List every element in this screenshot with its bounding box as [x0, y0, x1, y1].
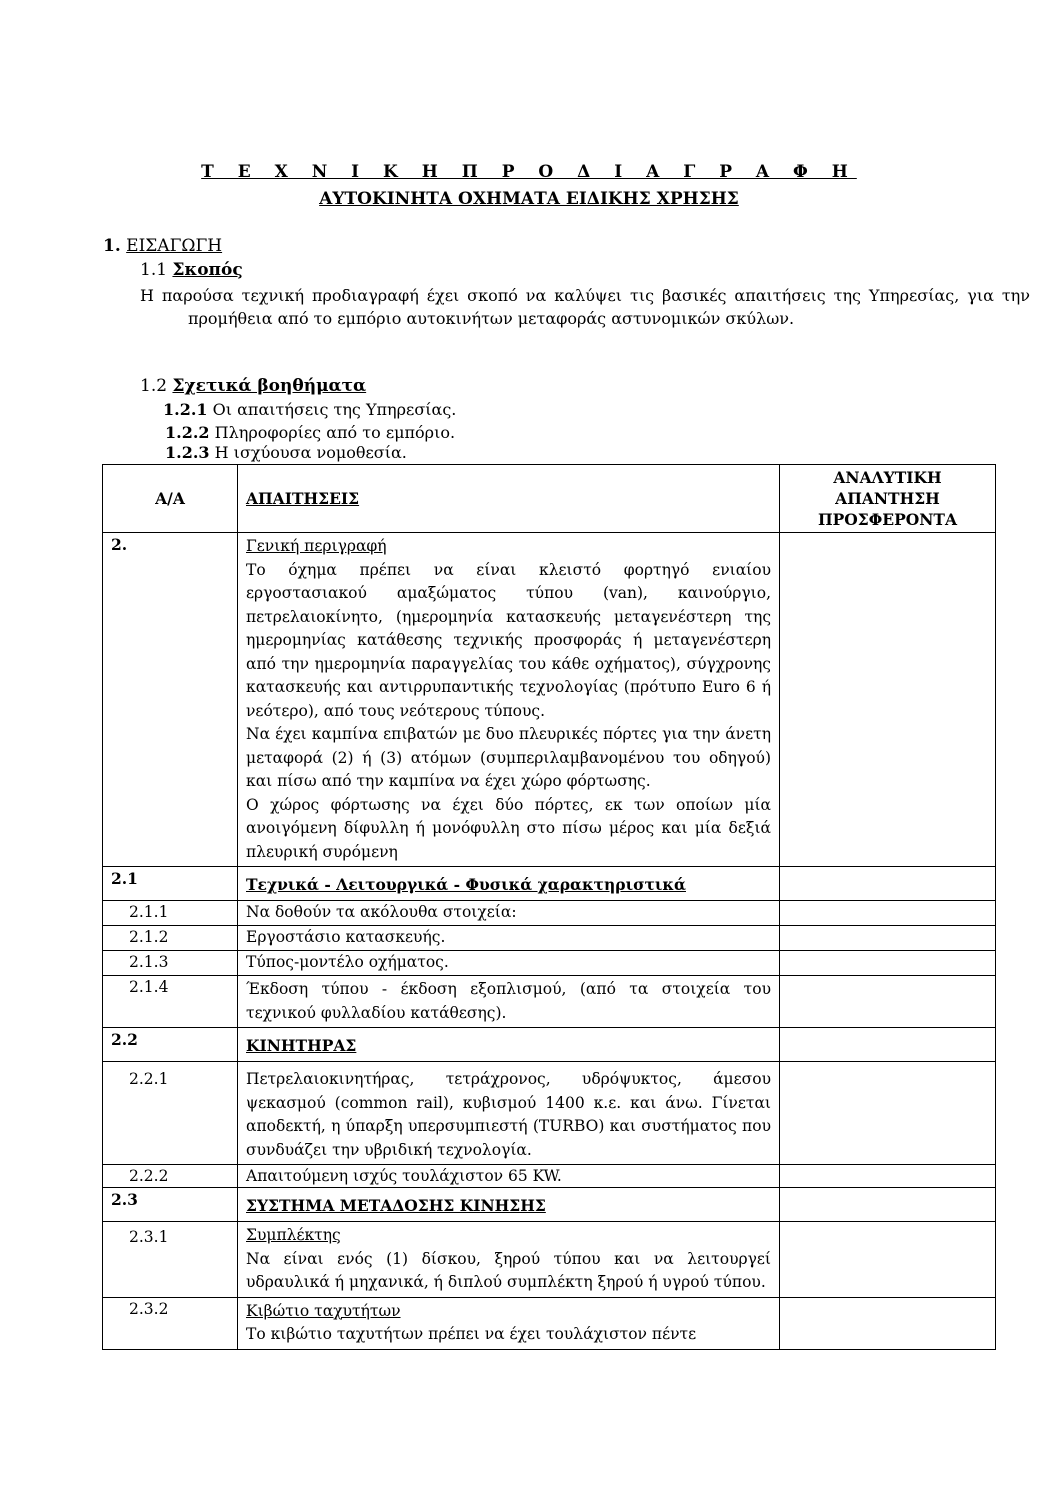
section-1-1-title: Σκοπός	[172, 260, 243, 280]
section-1-2-heading	[140, 376, 366, 396]
reference-text: Οι απαιτήσεις της Υπηρεσίας.	[212, 400, 457, 419]
row-content	[238, 1297, 780, 1349]
row-number: 2.1.2	[103, 926, 238, 951]
answer-cell[interactable]	[780, 901, 996, 926]
reference-text: Πληροφορίες από το εμπόριο.	[214, 423, 456, 442]
table-row	[103, 1165, 996, 1188]
row-section-title: ΣΥΣΤΗΜΑ ΜΕΤΑΔΟΣΗΣ ΚΙΝΗΣΗΣ	[238, 1188, 780, 1222]
section-1-1-heading	[140, 260, 243, 280]
header-answer-line1: ΑΝΑΛΥΤΙΚΗ	[833, 468, 942, 487]
row-number: 2.1.4	[103, 976, 238, 1028]
row-number: 2.2.2	[103, 1165, 238, 1188]
table-row	[103, 533, 996, 867]
clutch-text: Να είναι ενός (1) δίσκου, ξηρού τύπου και να λειτουργεί υδραυλικά ή μηχανικά, ή διπλού συμπλέκτη ξηρού ή υγρού τύπου.	[246, 1249, 771, 1291]
row-content: Να δοθούν τα ακόλουθα στοιχεία:	[238, 901, 780, 926]
general-description-paragraph: Το όχημα πρέπει να είναι κλειστό φορτηγό ενιαίου εργοστασιακού αμαξώματος τύπου (van), καινούργιο, πετρελαιοκίνητο, (ημερομηνία κατασκευής μεταγενέστερη της ημερομηνίας κατάθεσης τεχνικής προσφοράς ή μεταγενέστερη από την ημερομηνία παραγγελίας του κάθε οχήματος), σύγχρονης κατασκευής και αντιρρυπαντικής τεχνολογίας (πρότυπο Euro 6 ή νεότερο), από τους νεότερους τύπους.	[246, 560, 771, 720]
row-number: 2.2.1	[103, 1062, 238, 1165]
row-content: Πετρελαιοκινητήρας, τετράχρονος, υδρόψυκτος, άμεσου ψεκασμού (common rail), κυβισμού 1400 κ.ε. και άνω. Γίνεται αποδεκτή, η ύπαρξη υπερσυμπιεστή (TURBO) και συστήματος που συνδυάζει την υβριδική τεχνολογία.	[238, 1062, 780, 1165]
clutch-heading: Συμπλέκτης	[246, 1226, 341, 1244]
row-section-title: ΚΙΝΗΤΗΡΑΣ	[238, 1028, 780, 1062]
reference-number: 1.2.2	[165, 423, 210, 442]
row-number: 2.2	[103, 1028, 238, 1062]
reference-text: Η ισχύουσα νομοθεσία.	[214, 443, 407, 462]
table-row	[103, 1297, 996, 1349]
section-1-2-number: 1.2	[140, 376, 168, 396]
answer-cell[interactable]	[780, 867, 996, 901]
row-content: Απαιτούμενη ισχύς τουλάχιστον 65 KW.	[238, 1165, 780, 1188]
table-row	[103, 1222, 996, 1298]
answer-cell[interactable]	[780, 1165, 996, 1188]
section-1-heading	[103, 236, 222, 256]
table-header-row	[103, 465, 996, 533]
header-answer-line2: ΑΠΑΝΤΗΣΗ	[835, 489, 940, 508]
answer-cell[interactable]	[780, 976, 996, 1028]
row-content	[238, 533, 780, 867]
answer-cell[interactable]	[780, 1297, 996, 1349]
row-content: Τύπος-μοντέλο οχήματος.	[238, 951, 780, 976]
answer-cell[interactable]	[780, 1188, 996, 1222]
section-1-number: 1.	[103, 236, 121, 256]
header-aa: Α/Α	[103, 465, 238, 533]
gearbox-text: Το κιβώτιο ταχυτήτων πρέπει να έχει τουλάχιστον πέντε	[246, 1325, 697, 1343]
header-answer	[780, 465, 996, 533]
table-row	[103, 1188, 996, 1222]
section-1-1-number: 1.1	[140, 260, 168, 280]
header-requirements: ΑΠΑΙΤΗΣΕΙΣ	[238, 465, 780, 533]
row-section-title: Τεχνικά - Λειτουργικά - Φυσικά χαρακτηριστικά	[238, 867, 780, 901]
row-number: 2.3.2	[103, 1297, 238, 1349]
row-number: 2.	[103, 533, 238, 867]
reference-item	[165, 443, 407, 462]
row-number: 2.3	[103, 1188, 238, 1222]
answer-cell[interactable]	[780, 1062, 996, 1165]
table-row	[103, 901, 996, 926]
general-description-paragraph: Να έχει καμπίνα επιβατών με δυο πλευρικές πόρτες για την άνετη μεταφορά (2) ή (3) ατόμων (συμπεριλαμβανομένου του οδηγού) και πίσω από την καμπίνα να έχει χώρο φόρτωσης.	[246, 725, 771, 790]
document-title-line2: ΑΥΤΟΚΙΝΗΤΑ ΟΧΗΜΑΤΑ ΕΙΔΙΚΗΣ ΧΡΗΣΗΣ	[319, 189, 739, 209]
gearbox-heading: Κιβώτιο ταχυτήτων	[246, 1301, 401, 1320]
answer-cell[interactable]	[780, 926, 996, 951]
table-row	[103, 951, 996, 976]
reference-number: 1.2.1	[163, 400, 208, 419]
table-row	[103, 976, 996, 1028]
row-number: 2.1.3	[103, 951, 238, 976]
answer-cell[interactable]	[780, 1222, 996, 1298]
row-number: 2.3.1	[103, 1222, 238, 1298]
row-content	[238, 1222, 780, 1298]
table-row	[103, 926, 996, 951]
reference-item	[165, 423, 455, 442]
general-description-paragraph: Ο χώρος φόρτωσης να έχει δύο πόρτες, εκ των οποίων μία ανοιγόμενη δίφυλλη ή μονόφυλλη στο πίσω μέρος και μία δεξιά πλευρική συρόμενη	[246, 795, 771, 861]
section-1-1-text: Η παρούσα τεχνική προδιαγραφή έχει σκοπό να καλύψει τις βασικές απαιτήσεις της Υπηρεσίας, για την προμήθεια από το εμπόριο αυτοκινήτων μεταφοράς αστυνομικών σκύλων.	[140, 286, 1030, 328]
section-1-2-title: Σχετικά βοηθήματα	[172, 376, 367, 396]
row-number: 2.1	[103, 867, 238, 901]
general-description-heading: Γενική περιγραφή	[246, 537, 387, 555]
answer-cell[interactable]	[780, 533, 996, 867]
header-answer-line3: ΠΡΟΣΦΕΡΟΝΤΑ	[818, 510, 957, 529]
reference-number: 1.2.3	[165, 443, 210, 462]
table-row	[103, 867, 996, 901]
row-content: Έκδοση τύπου - έκδοση εξοπλισμού, (από τα στοιχεία του τεχνικού φυλλαδίου κατάθεσης).	[238, 976, 780, 1028]
document-title-line1: Τ Ε Χ Ν Ι Κ Η Π Ρ Ο Δ Ι Α Γ Ρ Α Φ Η	[201, 162, 857, 182]
row-number: 2.1.1	[103, 901, 238, 926]
answer-cell[interactable]	[780, 1028, 996, 1062]
answer-cell[interactable]	[780, 951, 996, 976]
row-content: Εργοστάσιο κατασκευής.	[238, 926, 780, 951]
section-1-title: ΕΙΣΑΓΩΓΗ	[126, 236, 223, 256]
requirements-table	[102, 464, 996, 1350]
reference-item	[163, 400, 456, 419]
table-row	[103, 1062, 996, 1165]
table-row	[103, 1028, 996, 1062]
